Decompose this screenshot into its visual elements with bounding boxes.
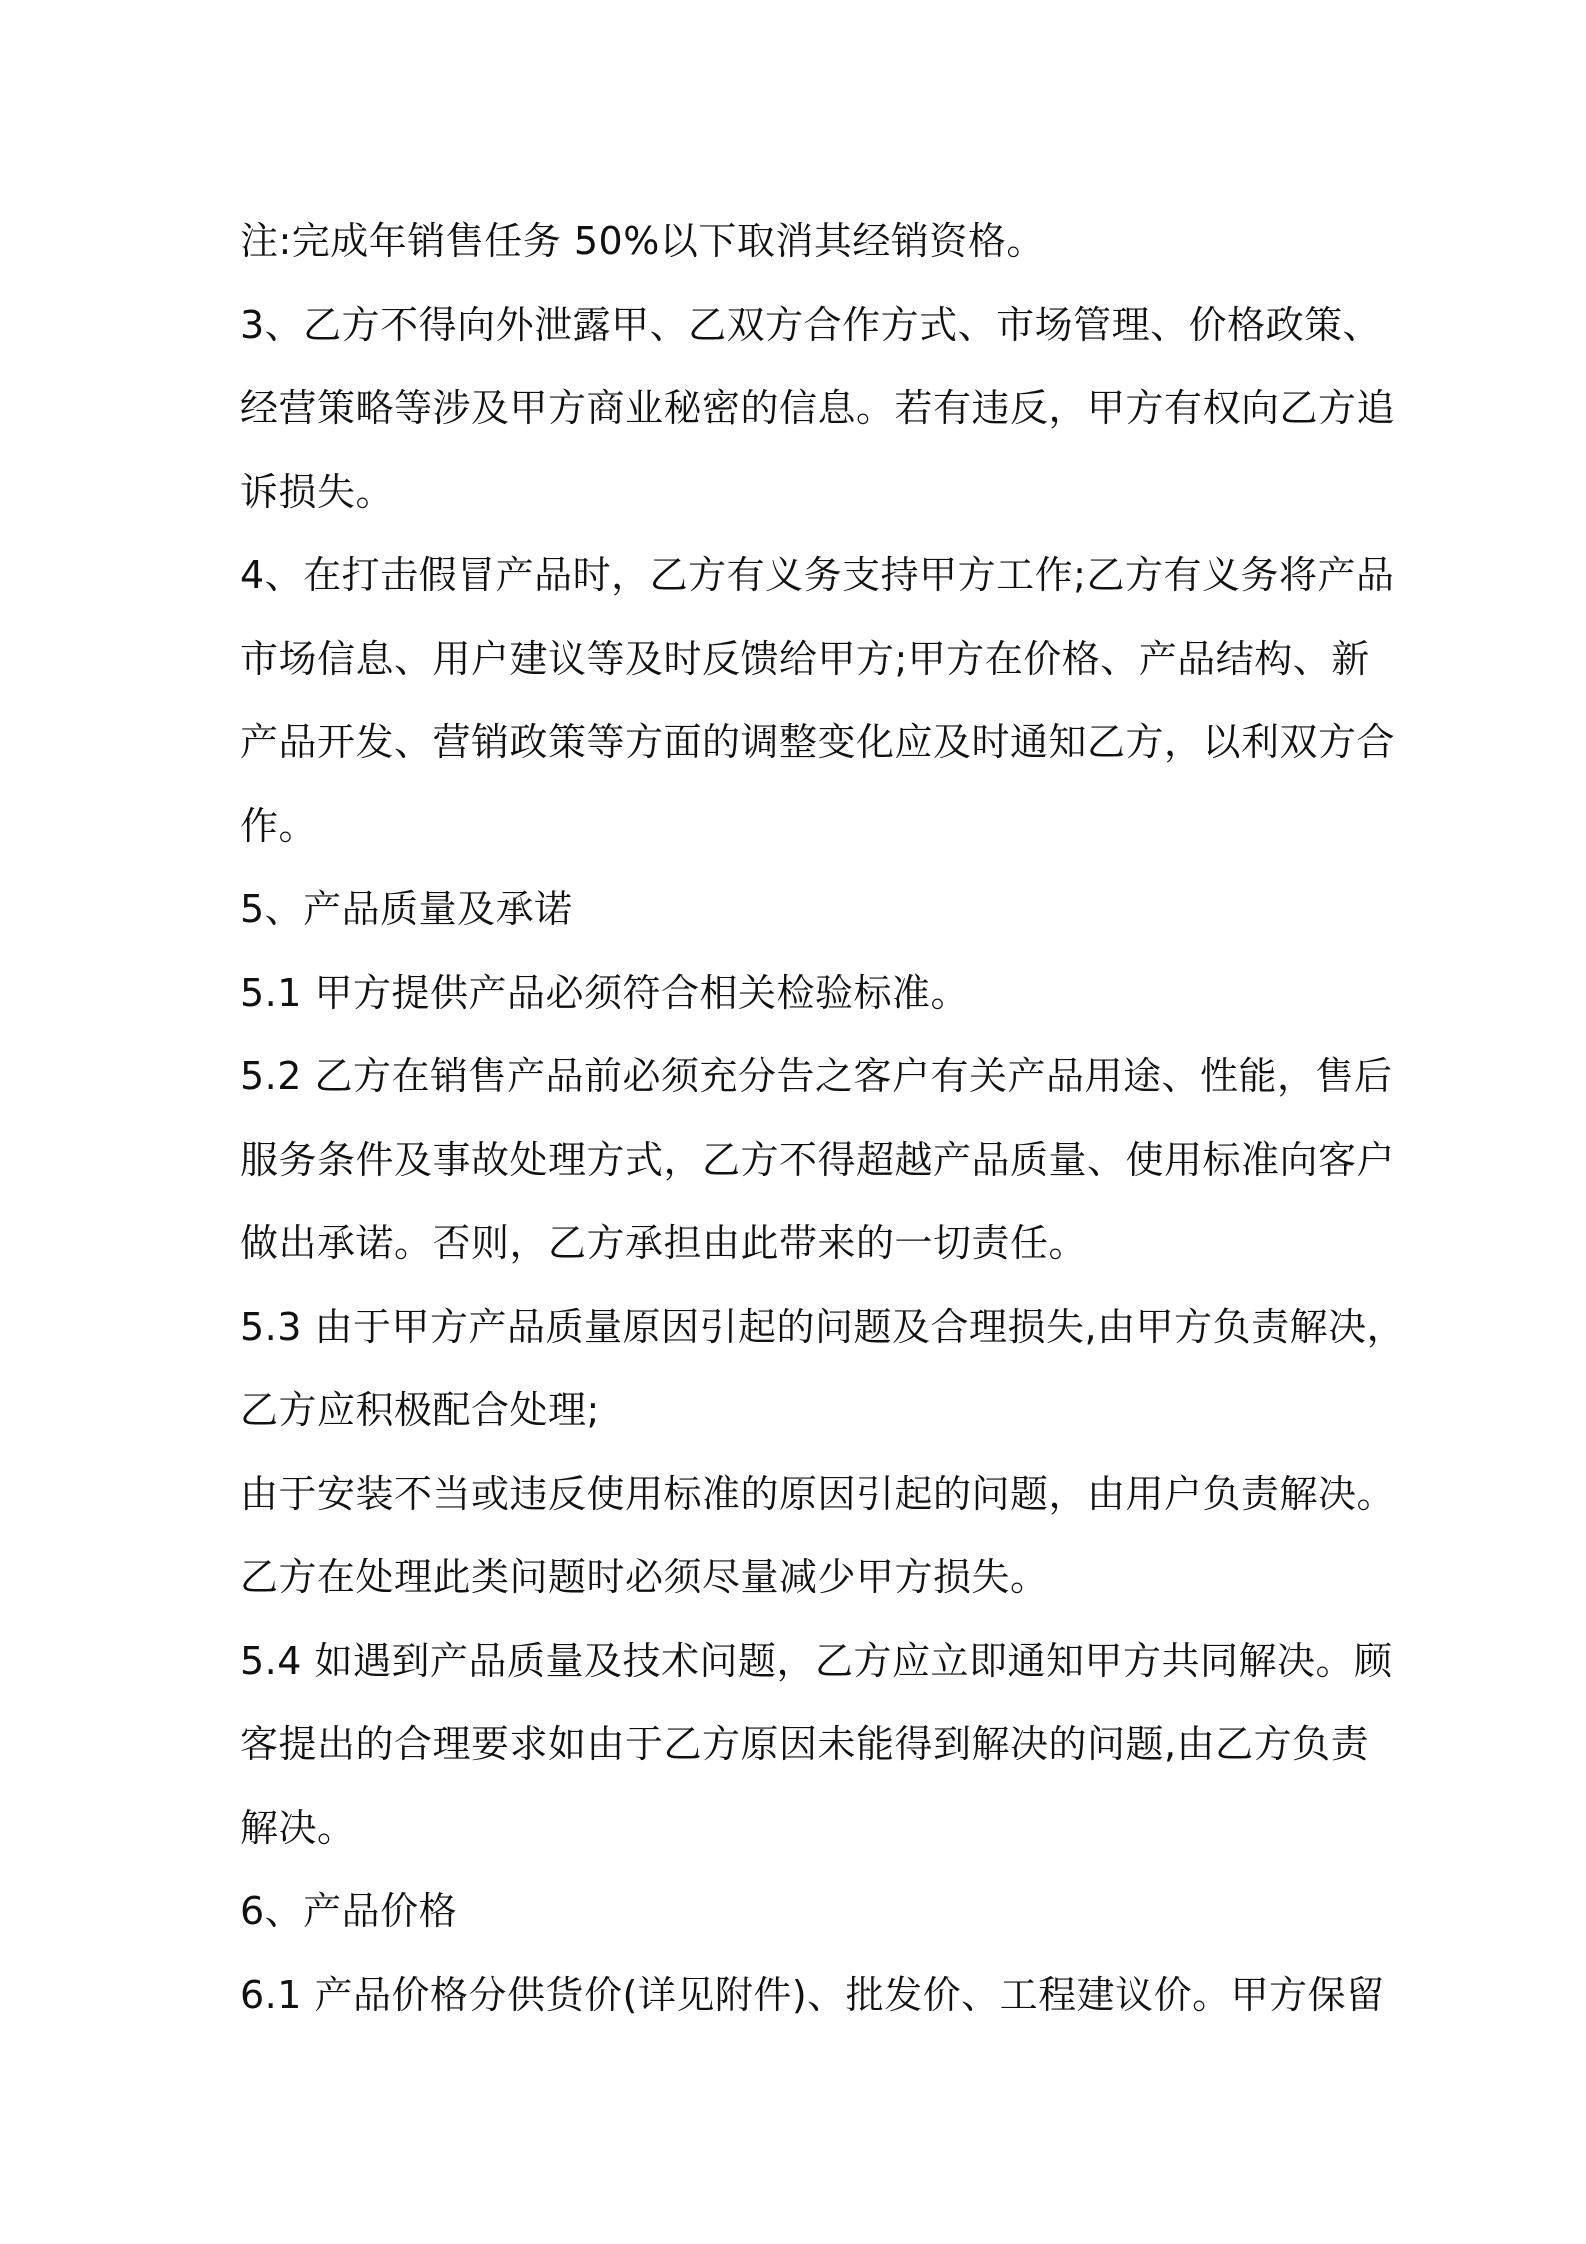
text-line: 6.1 产品价格分供货价(详见附件)、批发价、工程建议价。甲方保留 bbox=[240, 1972, 1385, 2017]
text-line: 5.1 甲方提供产品必须符合相关检验标准。 bbox=[240, 970, 970, 1015]
text-line: 注:完成年销售任务 50%以下取消其经销资格。 bbox=[240, 219, 1045, 263]
document-body bbox=[240, 200, 1406, 2037]
text-line: 服务条件及事故处理方式，乙方不得超越产品质量、使用标准向客户 bbox=[240, 1137, 1396, 1182]
text-line: 产品开发、营销政策等方面的调整变化应及时通知乙方，以利双方合 bbox=[240, 720, 1396, 764]
text-line: 5.4 如遇到产品质量及技术问题，乙方应立即通知甲方共同解决。顾 bbox=[240, 1638, 1393, 1683]
text-line: 解决。 bbox=[240, 1805, 356, 1850]
text-line: 诉损失。 bbox=[240, 469, 395, 514]
text-line: 作。 bbox=[240, 803, 318, 848]
text-line: 5.2 乙方在销售产品前必须充分告之客户有关产品用途、性能，售后 bbox=[240, 1054, 1393, 1098]
text-line: 5.3 由于甲方产品质量原因引起的问题及合理损失,由甲方负责解决， bbox=[240, 1304, 1406, 1349]
text-line: 由于安装不当或违反使用标准的原因引起的问题，由用户负责解决。 bbox=[240, 1471, 1396, 1516]
text-line: 3、乙方不得向外泄露甲、乙双方合作方式、市场管理、价格政策、 bbox=[240, 302, 1382, 347]
text-line: 6、产品价格 bbox=[240, 1889, 458, 1933]
text-line: 乙方应积极配合处理; bbox=[240, 1388, 600, 1432]
text-line: 客提出的合理要求如由于乙方原因未能得到解决的问题,由乙方负责 bbox=[240, 1722, 1370, 1766]
text-line: 经营策略等涉及甲方商业秘密的信息。若有违反，甲方有权向乙方追 bbox=[240, 386, 1396, 430]
text-line: 市场信息、用户建议等及时反馈给甲方;甲方在价格、产品结构、新 bbox=[240, 636, 1370, 681]
text-line: 5、产品质量及承诺 bbox=[240, 887, 573, 931]
text-line: 做出承诺。否则，乙方承担由此带来的一切责任。 bbox=[240, 1221, 1088, 1265]
text-line: 乙方在处理此类问题时必须尽量减少甲方损失。 bbox=[240, 1555, 1049, 1599]
text-line: 4、在打击假冒产品时，乙方有义务支持甲方工作;乙方有义务将产品 bbox=[240, 553, 1395, 597]
